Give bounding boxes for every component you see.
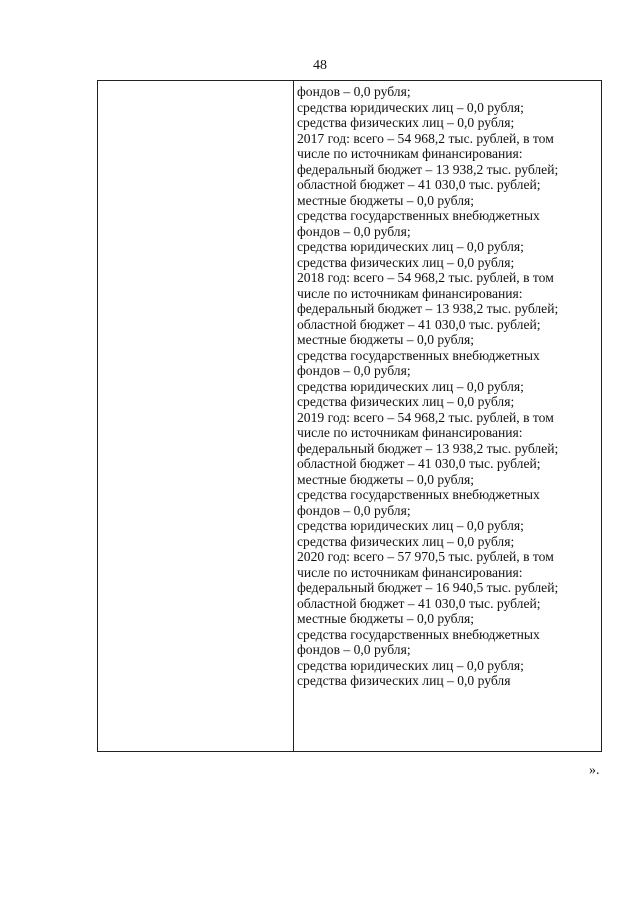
text-line: местные бюджеты – 0,0 рубля; (297, 471, 475, 487)
text-line: средства государственных внебюджетных (297, 347, 540, 363)
text-line: местные бюджеты – 0,0 рубля; (297, 192, 475, 208)
page-number: 48 (313, 58, 327, 73)
text-line: областной бюджет – 41 030,0 тыс. рублей; (297, 456, 541, 471)
text-line: фондов – 0,0 рубля; (297, 363, 411, 378)
text-line: числе по источникам финансирования: (297, 564, 523, 580)
text-line: 2019 год: всего – 54 968,2 тыс. рублей, в том (297, 409, 554, 425)
text-line: областной бюджет – 41 030,0 тыс. рублей; (297, 595, 541, 611)
text-line: средства физических лиц – 0,0 рубля; (297, 533, 515, 549)
text-line: средства государственных внебюджетных (297, 208, 540, 223)
text-line: средства физических лиц – 0,0 рубля; (297, 254, 515, 270)
text-line: средства юридических лиц – 0,0 рубля; (297, 239, 524, 254)
text-line: средства юридических лиц – 0,0 рубля; (297, 99, 524, 115)
text-line: фондов – 0,0 рубля; (297, 642, 411, 657)
text-line: 2018 год: всего – 54 968,2 тыс. рублей, в том (297, 270, 554, 285)
text-line: местные бюджеты – 0,0 рубля; (297, 611, 475, 626)
table-right-cell (294, 81, 601, 751)
text-line: числе по источникам финансирования: (297, 285, 523, 301)
text-line: средства физических лиц – 0,0 рубля; (297, 394, 515, 409)
table-left-cell (98, 81, 294, 751)
text-line: федеральный бюджет – 13 938,2 тыс. рублей; (297, 301, 559, 316)
text-line: областной бюджет – 41 030,0 тыс. рублей; (297, 177, 541, 192)
text-line: областной бюджет – 41 030,0 тыс. рублей; (297, 316, 541, 332)
text-line: 2020 год: всего – 57 970,5 тыс. рублей, в том (297, 549, 554, 564)
text-line: фондов – 0,0 рубля; (297, 502, 411, 518)
text-line: местные бюджеты – 0,0 рубля; (297, 332, 475, 347)
text-line: федеральный бюджет – 13 938,2 тыс. рублей; (297, 440, 559, 456)
text-line: числе по источникам финансирования: (297, 146, 523, 161)
text-line: средства юридических лиц – 0,0 рубля; (297, 378, 524, 394)
text-line: фондов – 0,0 рубля; (297, 84, 411, 99)
text-line: средства государственных внебюджетных (297, 487, 540, 502)
funding-table (97, 80, 602, 752)
text-line: средства физических лиц – 0,0 рубля (297, 673, 511, 688)
closing-quote-mark: ». (589, 763, 600, 778)
text-line: числе по источникам финансирования: (297, 425, 523, 440)
text-line: фондов – 0,0 рубля; (297, 223, 411, 239)
text-line: 2017 год: всего – 54 968,2 тыс. рублей, в том (297, 130, 554, 146)
text-line: средства государственных внебюджетных (297, 626, 540, 642)
text-line: федеральный бюджет – 16 940,5 тыс. рублей; (297, 580, 559, 595)
text-line: средства юридических лиц – 0,0 рубля; (297, 657, 524, 673)
text-line: средства физических лиц – 0,0 рубля; (297, 115, 515, 130)
text-line: средства юридических лиц – 0,0 рубля; (297, 518, 524, 533)
text-line: федеральный бюджет – 13 938,2 тыс. рублей; (297, 161, 559, 177)
